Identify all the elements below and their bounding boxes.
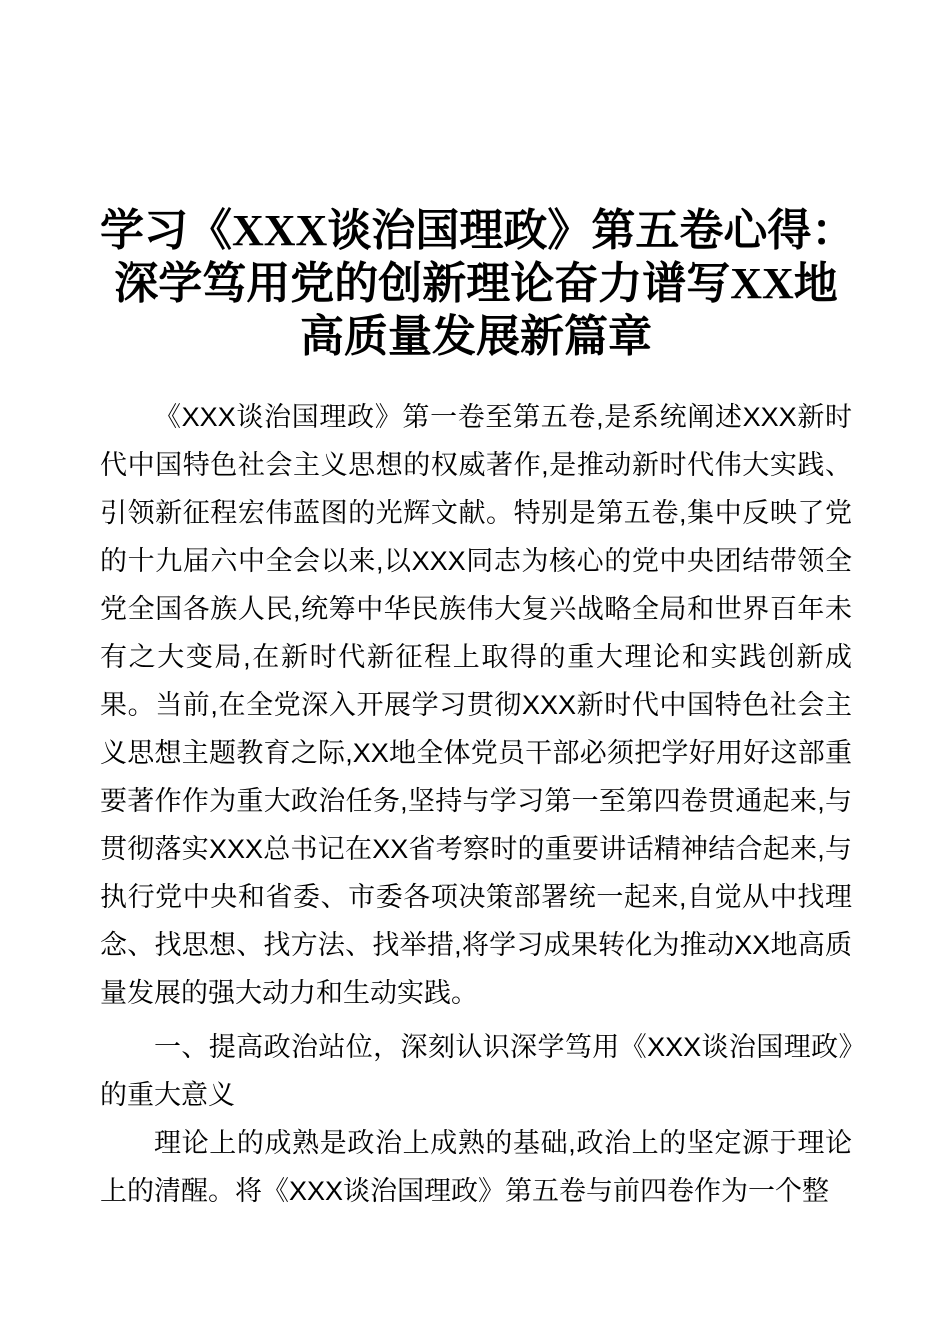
title-line-3: 高质量发展新篇章	[300, 312, 652, 362]
body-paragraph-2: 理论上的成熟是政治上成熟的基础,政治上的坚定源于理论上的清醒。将《XXX谈治国理政》第五卷与前四卷作为一个整	[100, 1127, 852, 1206]
section-heading-1: 一、提高政治站位，深刻认识深学笃用《XXX谈治国理政》的重大意义	[100, 1031, 852, 1110]
body-paragraph-1: 《XXX谈治国理政》第一卷至第五卷,是系统阐述XXX新时代中国特色社会主义思想的权威著作,是推动新时代伟大实践、引领新征程宏伟蓝图的光辉文献。特别是第五卷,集中反映了党的十九届六中全会以来,以XXX同志为核心的党中央团结带领全党全国各族人民,统筹中华民族伟大复兴战略全局和世界百年未有之大变局,在新时代新征程上取得的重大理论和实践创新成果。当前,在全党深入开展学习贯彻XXX新时代中国特色社会主义思想主题教育之际,XX地全体党员干部必须把学好用好这部重要著作作为重大政治任务,坚持与学习第一至第四卷贯通起来,与贯彻落实XXX总书记在XX省考察时的重要讲话精神结合起来,与执行党中央和省委、市委各项决策部署统一起来,自觉从中找理念、找思想、找方法、找举措,将学习成果转化为推动XX地高质量发展的强大动力和生动实践。	[100, 401, 852, 1008]
title-line-2: 深学笃用党的创新理论奋力谱写XX地	[114, 259, 838, 309]
title-line-1: 学习《XXX谈治国理政》第五卷心得：	[100, 206, 856, 256]
document-title	[100, 204, 856, 363]
document-body	[100, 393, 852, 1215]
